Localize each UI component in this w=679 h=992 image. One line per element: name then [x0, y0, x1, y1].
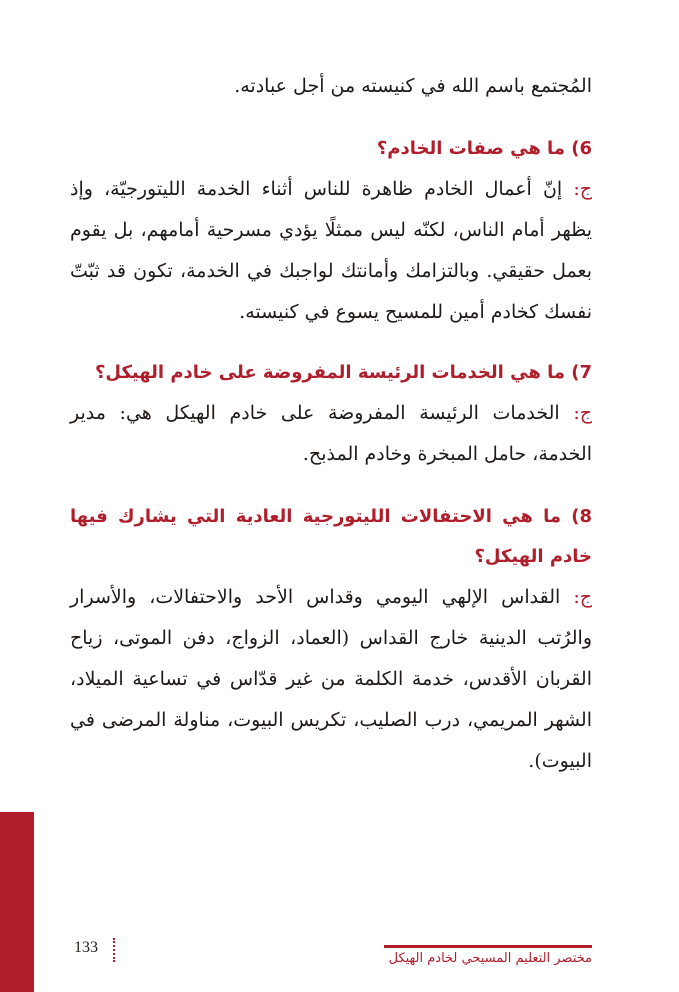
footer-separator	[113, 938, 115, 962]
running-footer-title: مختصر التعليم المسيحي لخادم الهيكل	[388, 951, 592, 966]
answer-6-paragraph	[70, 169, 592, 333]
chapter-edge-tab	[0, 812, 34, 992]
question-8-heading: 8) ما هي الاحتفالات الليتورجية العادية التي يشارك فيها خادم الهيكل؟	[70, 506, 592, 567]
answer-marker: ج:	[573, 178, 592, 200]
answer-7-text: الخدمات الرئيسة المفروضة على خادم الهيكل هي: مدير الخدمة، حامل المبخرة وخادم المذبح.	[70, 402, 592, 465]
answer-6-text: إنّ أعمال الخادم ظاهرة للناس أثناء الخدمة الليتورجيّة، وإذ يظهر أمام الناس، لكنّه ليس ممثلًا يؤدي مسرحية أمامهم، بل يقوم بعمل حقيقي. وبالتزامك وأمانتك لواجبك في الخدمة، تكون قد ثبّتّ نفسك كخادم أمين للمسيح يسوع في كنيسته.	[70, 178, 592, 323]
question-7-heading: 7) ما هي الخدمات الرئيسة المفروضة على خادم الهيكل؟	[94, 362, 592, 383]
page-number: 133	[74, 939, 98, 956]
page-body	[70, 66, 592, 782]
answer-7-paragraph	[70, 393, 592, 475]
answer-8-text: القداس الإلهي اليومي وقداس الأحد والاحتفالات، والأسرار والرُتب الدينية خارج القداس (العماد، الزواج، دفن الموتى، زياح القربان الأقدس، خدمة الكلمة من غير قدّاس في تساعية الميلاد، الشهر المريمي، درب الصليب، تكريس البيوت، مناولة المرضى في البيوت).	[70, 586, 592, 772]
answer-marker: ج:	[573, 586, 592, 608]
footer-rule	[384, 945, 592, 948]
answer-8-paragraph	[70, 577, 592, 782]
answer-marker: ج:	[573, 402, 592, 424]
question-6-heading: 6) ما هي صفات الخادم؟	[376, 138, 592, 159]
intro-paragraph: المُجتمع باسم الله في كنيسته من أجل عبادته.	[234, 75, 592, 97]
